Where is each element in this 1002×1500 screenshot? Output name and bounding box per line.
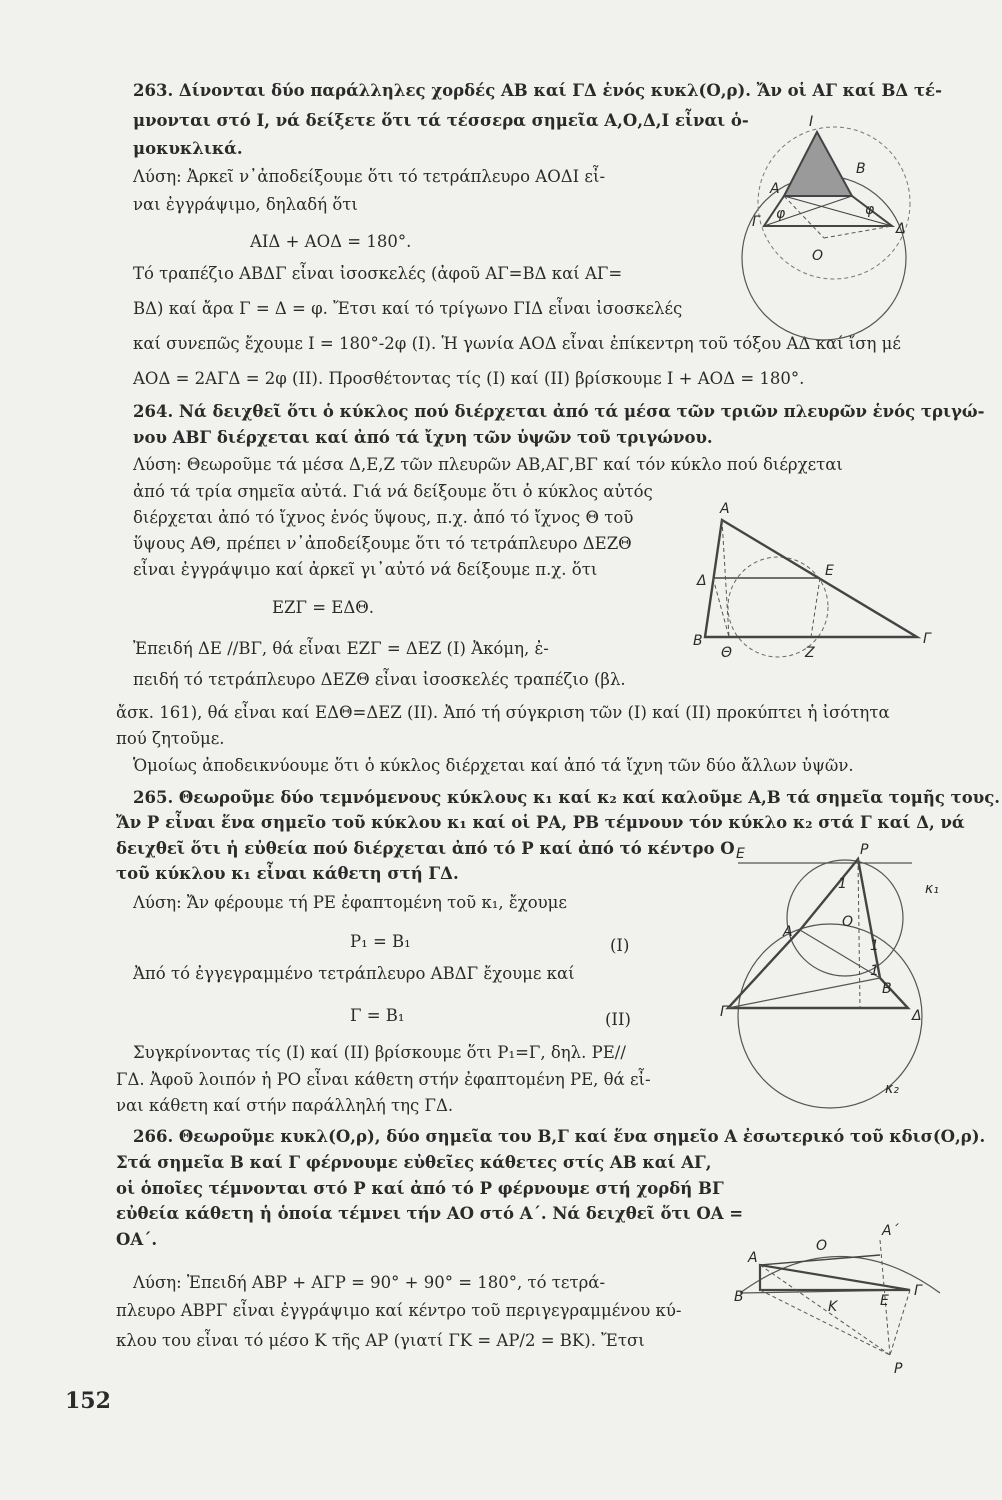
problem-264-solution-line-3: διέρχεται ἀπό τό ἴχνος ἑνός ὕψους, π.χ. ἀπό τό ἴχνος Θ τοῦ (133, 508, 634, 527)
fig265-label-G: Γ (720, 1004, 728, 1020)
problem-264-statement-line-1: 264. Νά δειχθεῖ ὅτι ὁ κύκλος πού διέρχεται ἀπό τά μέσα τῶν τριῶν πλευρῶν ἑνός τριγώ- (133, 402, 985, 421)
problem-266-statement-line-1: 266. Θεωροῦμε κυκλ(Ο,ρ), δύο σημεῖα του Β,Γ καί ἕνα σημεῖο Α ἐσωτερικό τοῦ κδισ(Ο,ρ). (133, 1127, 986, 1146)
problem-264-solution-line-2: ἀπό τά τρία σημεῖα αὐτά. Γιά νά δείξουμε ὅτι ὁ κύκλος αὐτός (133, 482, 653, 501)
problem-263-solution-line-1: Λύση: Ἀρκεῖ ν᾽ἀποδείξουμε ὅτι τό τετράπλευρο ΑΟΔΙ εἶ- (133, 167, 606, 186)
fig266-label-G: Γ (914, 1283, 922, 1299)
problem-266-solution-line-3: κλου του εἶναι τό μέσο Κ τῆς ΑΡ (γιατί ΓΚ = ΑΡ/2 = ΒΚ). Ἔτσι (116, 1331, 645, 1350)
fig264-label-Th: Θ (721, 645, 733, 661)
problem-264-solution-line-10: πού ζητοῦμε. (116, 729, 225, 748)
fig265-label-1b: 1 (870, 938, 879, 954)
fig263-label-phi-1: φ (776, 206, 786, 222)
problem-264-statement-line-2: νου ΑΒΓ διέρχεται καί ἀπό τά ἴχνη τῶν ὑψῶν τοῦ τριγώνου. (133, 428, 713, 447)
figure-263-diagram (712, 108, 952, 333)
problem-264-equation: ΕΖΓ = ΕΔΘ. (272, 598, 375, 617)
problem-264-solution-line-8: πειδή τό τετράπλευρο ΔΕΖΘ εἶναι ἰσοσκελές τραπέζιο (βλ. (133, 670, 626, 689)
fig265-label-O: Ο (842, 914, 854, 930)
problem-265-statement-line-1: 265. Θεωροῦμε δύο τεμνόμενους κύκλους κ₁ καί κ₂ καί καλοῦμε Α,Β τά σημεῖα τομῆς τους. (133, 788, 1000, 807)
fig263-label-B: Β (856, 161, 866, 177)
problem-265-solution-line-6: ναι κάθετη καί στήν παράλληλή της ΓΔ. (116, 1096, 454, 1115)
problem-265-solution-line-4: Συγκρίνοντας τίς (Ι) καί (ΙΙ) βρίσκουμε ὅτι Ρ₁=Γ, δηλ. ΡΕ// (133, 1043, 626, 1062)
fig264-label-Z: Ζ (805, 645, 815, 661)
fig264-label-D: Δ (697, 573, 707, 589)
fig265-label-B: Β (882, 981, 892, 997)
problem-263-equation: ΑΙΔ + ΑΟΔ = 180°. (250, 232, 412, 251)
fig265-label-A: Α (783, 924, 793, 940)
problem-264-solution-line-1: Λύση: Θεωροῦμε τά μέσα Δ,Ε,Ζ τῶν πλευρῶν ΑΒ,ΑΓ,ΒΓ καί τόν κύκλο πού διέρχεται (133, 455, 843, 474)
fig264-label-A: Α (720, 501, 730, 517)
fig265-label-D: Δ (912, 1008, 922, 1024)
fig266-label-P: Ρ (894, 1361, 903, 1377)
problem-264-solution-line-11: Ὁμοίως ἀποδεικνύουμε ὅτι ὁ κύκλος διέρχεται καί ἀπό τά ἴχνη τῶν δύο ἄλλων ὑψῶν. (133, 756, 854, 775)
fig264-label-B: Β (693, 633, 703, 649)
fig265-label-k1: κ₁ (925, 881, 939, 897)
problem-266-solution-line-2: πλευρο ΑΒΡΓ εἶναι ἐγγράψιμο καί κέντρο τοῦ περιγεγραμμένου κύ- (116, 1301, 682, 1320)
problem-266-statement-line-2: Στά σημεῖα Β καί Γ φέρνουμε εὐθεῖες κάθετες στίς ΑΒ καί ΑΓ, (116, 1153, 712, 1172)
fig265-label-E: Ε (736, 846, 745, 862)
problem-263-statement-line-1: 263. Δίνονται δύο παράλληλες χορδές ΑΒ καί ΓΔ ἑνός κυκλ(Ο,ρ). Ἄν οἱ ΑΓ καί ΒΔ τέ- (133, 81, 942, 100)
fig263-label-D: Δ (896, 221, 906, 237)
problem-263-statement-line-3: μοκυκλικά. (133, 139, 243, 158)
problem-266-statement-line-3: οἱ ὁποῖες τέμνονται στό Ρ καί ἀπό τό Ρ φέρνουμε στή χορδή ΒΓ (116, 1179, 724, 1198)
problem-263-solution-line-6: καί συνεπῶς ἔχουμε Ι = 180°-2φ (Ι). Ἡ γωνία ΑΟΔ εἶναι ἐπίκεντρη τοῦ τόξου ΑΔ καί ἴση μέ (133, 334, 901, 353)
problem-264-solution-line-9: ἄσκ. 161), θά εἶναι καί ΕΔΘ=ΔΕΖ (ΙΙ). Ἀπό τή σύγκριση τῶν (Ι) καί (ΙΙ) προκύπτει ἡ ἰσότητα (116, 703, 890, 722)
problem-265-equation-1: Ρ₁ = Β₁ (350, 932, 411, 951)
figure-266-diagram (730, 1215, 960, 1395)
problem-266-solution-line-1: Λύση: Ἐπειδή ΑΒΡ + ΑΓΡ = 90° + 90° = 180°, τό τετρά- (133, 1273, 606, 1292)
problem-265-solution-line-1: Λύση: Ἄν φέρουμε τή ΡΕ ἐφαπτομένη τοῦ κ₁, ἔχουμε (133, 893, 567, 912)
problem-265-statement-line-4: τοῦ κύκλου κ₁ εἶναι κάθετη στή ΓΔ. (116, 864, 459, 883)
fig263-label-O: Ο (812, 248, 824, 264)
problem-263-solution-line-4: Τό τραπέζιο ΑΒΔΓ εἶναι ἰσοσκελές (ἀφοῦ ΑΓ=ΒΔ καί ΑΓ= (133, 264, 623, 283)
fig266-label-O: Ο (816, 1238, 828, 1254)
figure-265-diagram (720, 838, 970, 1113)
fig266-label-A: Α (748, 1250, 758, 1266)
problem-263-solution-line-5: ΒΔ) καί ἄρα Γ = Δ = φ. Ἔτσι καί τό τρίγωνο ΓΙΔ εἶναι ἰσοσκελές (133, 299, 683, 318)
problem-265-statement-line-2: Ἄν Ρ εἶναι ἕνα σημεῖο τοῦ κύκλου κ₁ καί οἱ ΡΑ, ΡΒ τέμνουν τόν κύκλο κ₂ στά Γ καί Δ, νά (116, 813, 965, 832)
fig266-label-A-prime: Α΄ (882, 1223, 899, 1239)
problem-264-solution-line-4: ὕψους ΑΘ, πρέπει ν᾽ἀποδείξουμε ὅτι τό τετράπλευρο ΔΕΖΘ (133, 534, 632, 553)
problem-264-solution-line-7: Ἐπειδή ΔΕ //ΒΓ, θά εἶναι ΕΖΓ = ΔΕΖ (Ι) Ἀκόμη, ἐ- (133, 639, 549, 658)
fig263-label-A: Α (770, 181, 780, 197)
fig263-label-I: Ι (809, 114, 814, 130)
problem-263-solution-line-2: ναι ἐγγράψιμο, δηλαδή ὅτι (133, 195, 358, 214)
fig264-label-G: Γ (923, 631, 931, 647)
problem-265-eq-ref-1: (Ι) (610, 936, 630, 955)
fig264-label-E: Ε (825, 563, 834, 579)
problem-263-statement-line-2: μνονται στό Ι, νά δείξετε ὅτι τά τέσσερα σημεῖα Α,Ο,Δ,Ι εἶναι ὁ- (133, 111, 749, 130)
problem-265-solution-line-5: ΓΔ. Ἀφοῦ λοιπόν ἡ ΡΟ εἶναι κάθετη στήν ἐφαπτομένη ΡΕ, θά εἶ- (116, 1070, 651, 1089)
problem-264-solution-line-5: εἶναι ἐγγράψιμο καί ἀρκεῖ γι᾽αὐτό νά δείξουμε π.χ. ὅτι (133, 560, 598, 579)
fig265-label-k2: κ₂ (885, 1081, 899, 1097)
fig263-label-G: Γ (752, 214, 760, 230)
problem-265-statement-line-3: δειχθεῖ ὅτι ἡ εὐθεία πού διέρχεται ἀπό τό Ρ καί ἀπό τό κέντρο Ο (116, 839, 735, 858)
problem-265-eq-ref-2: (ΙΙ) (605, 1010, 631, 1029)
fig266-label-B: Β (734, 1289, 744, 1305)
page-number: 152 (65, 1388, 111, 1414)
fig263-label-phi-2: φ (865, 202, 875, 218)
problem-266-statement-line-5: ΟΑ΄. (116, 1230, 158, 1249)
problem-263-solution-line-7: ΑΟΔ = 2ΑΓΔ = 2φ (ΙΙ). Προσθέτοντας τίς (Ι) καί (ΙΙ) βρίσκουμε Ι + ΑΟΔ = 180°. (133, 369, 805, 388)
fig265-label-1a: 1 (838, 876, 847, 892)
problem-265-solution-line-3: Ἀπό τό ἐγγεγραμμένο τετράπλευρο ΑΒΔΓ ἔχουμε καί (133, 964, 575, 983)
problem-266-statement-line-4: εὐθεία κάθετη ἡ ὁποία τέμνει τήν ΑΟ στό Α΄. Νά δειχθεῖ ὅτι ΟΑ = (116, 1204, 744, 1223)
problem-265-equation-2: Γ = Β₁ (350, 1006, 405, 1025)
fig266-label-K: Κ (828, 1299, 838, 1315)
figure-264-diagram (695, 495, 945, 665)
fig266-label-E: Ε (880, 1293, 889, 1309)
fig265-label-P: Ρ (860, 842, 869, 858)
fig265-label-1c: 1 (870, 963, 879, 979)
